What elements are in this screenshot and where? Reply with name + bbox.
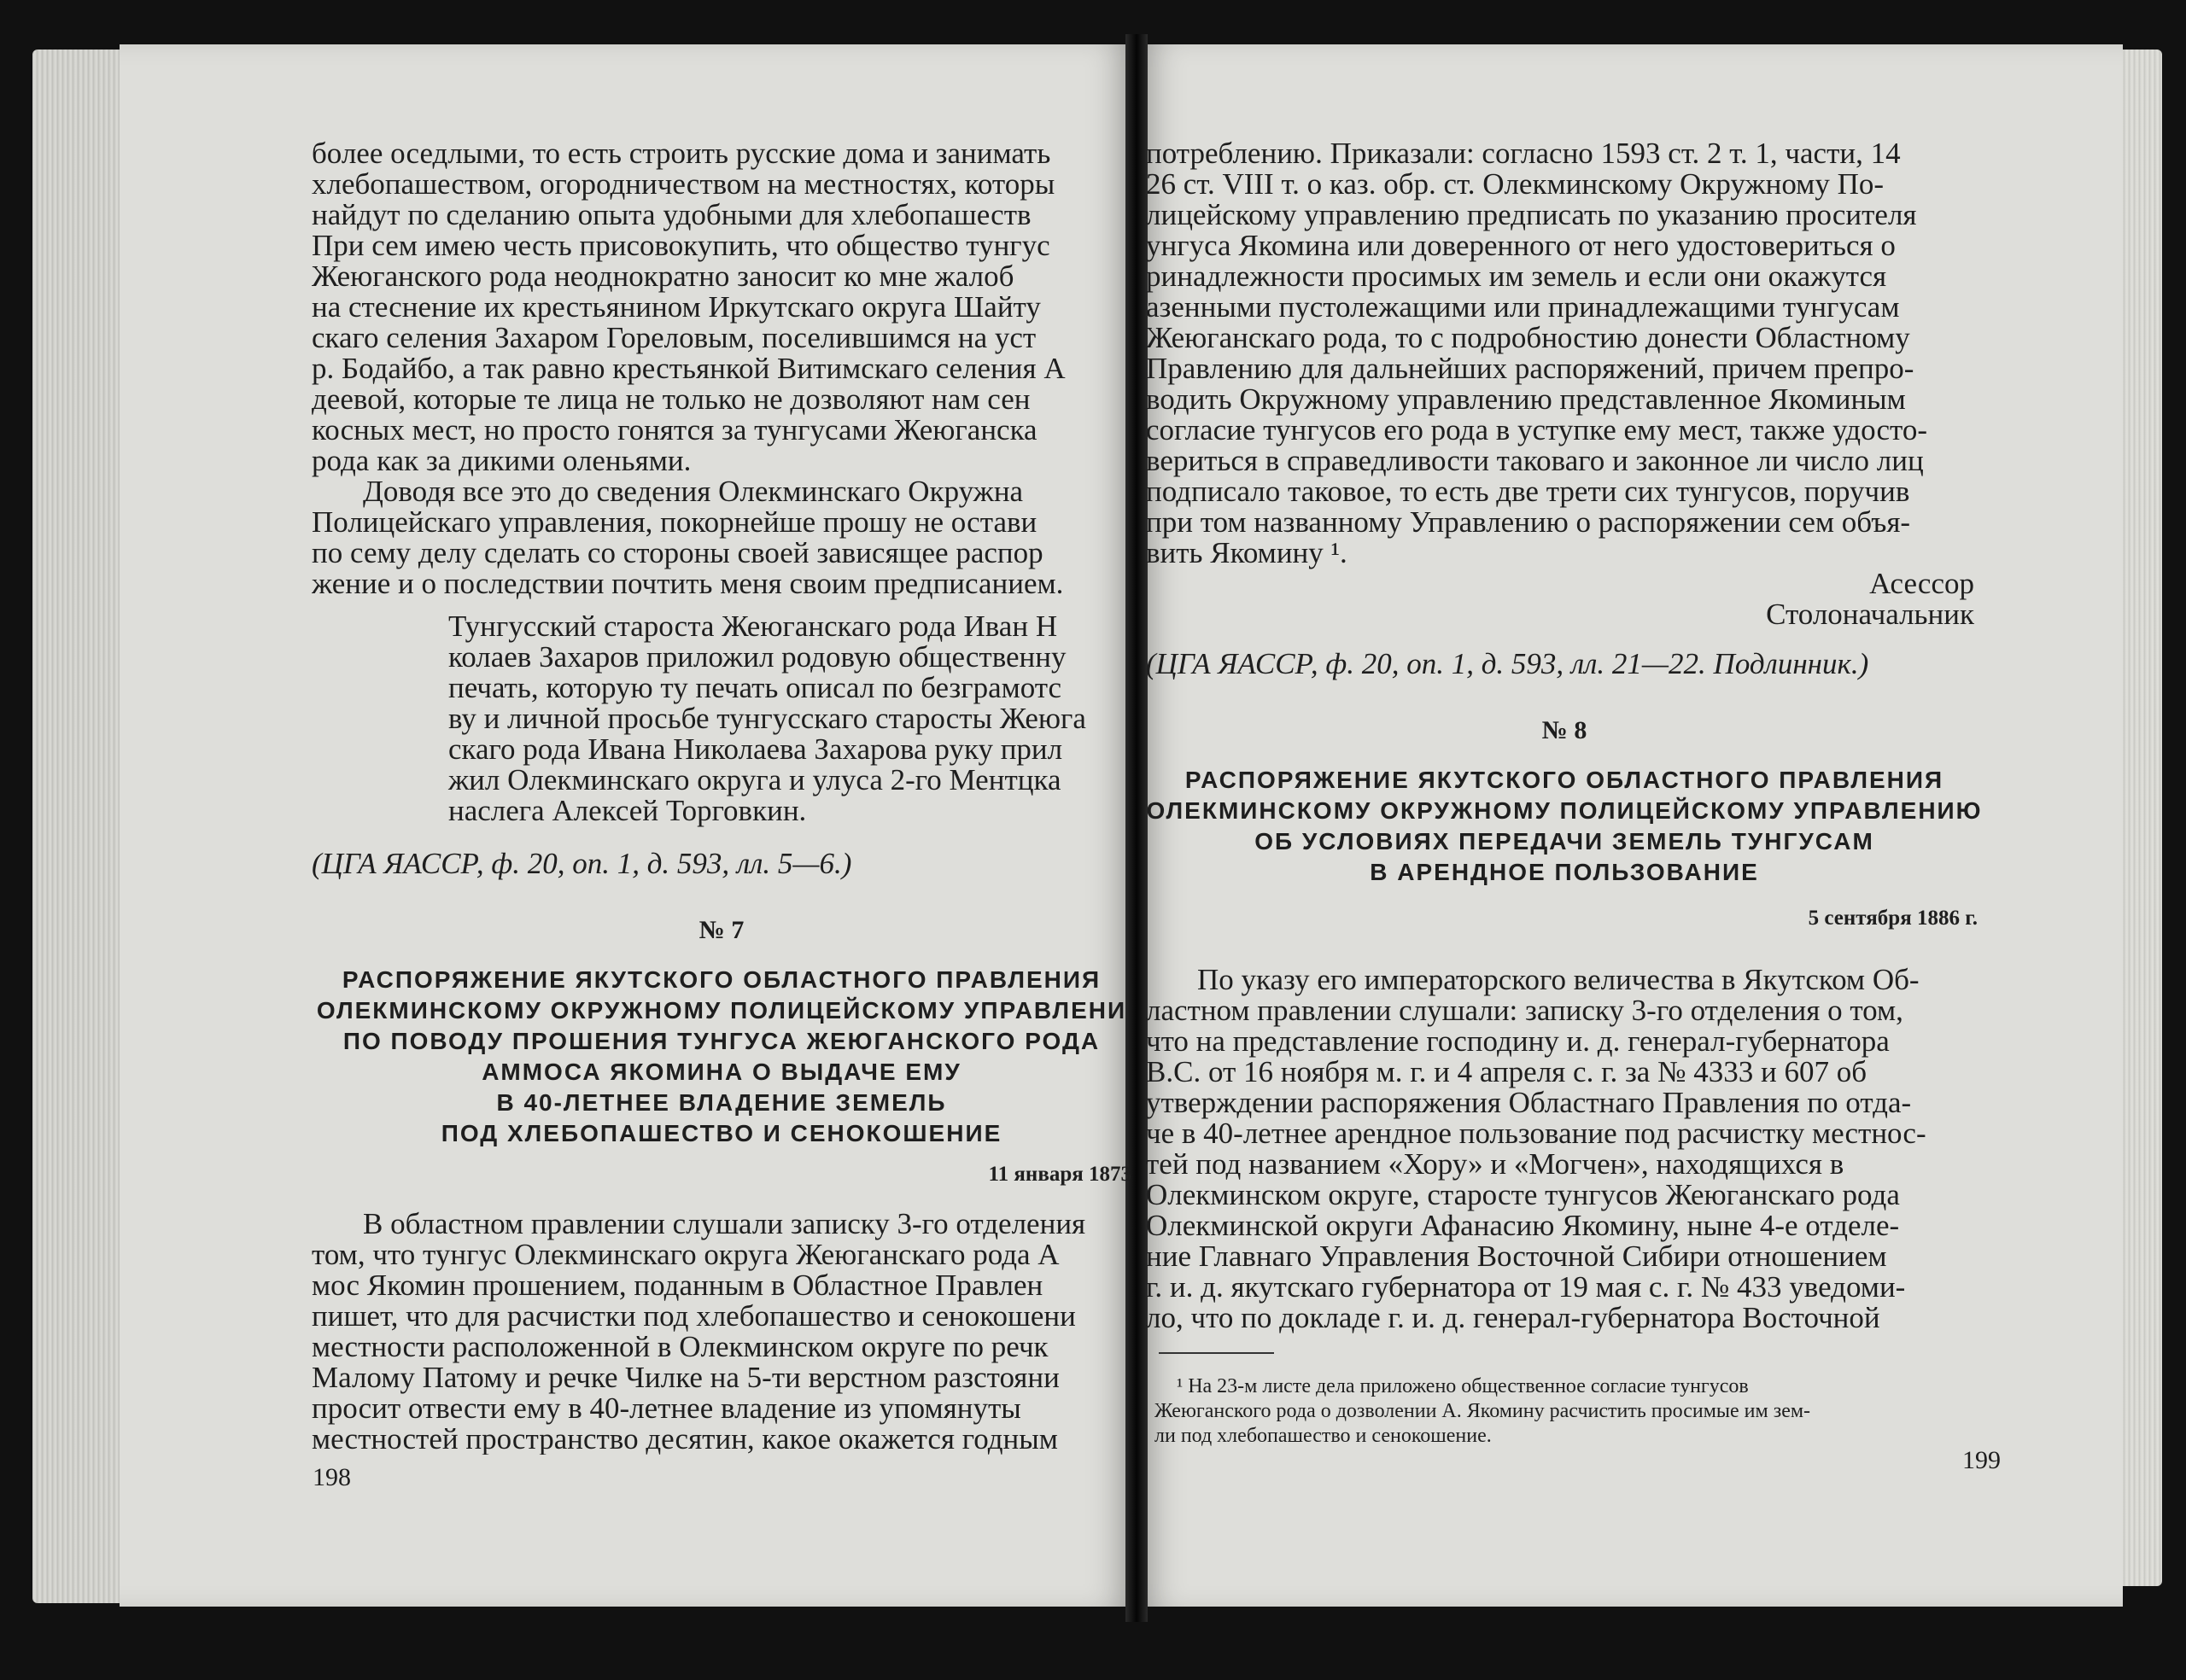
page-number-left: 198 <box>313 1463 351 1491</box>
text-line: согласие тунгусов его рода в уступке ему мест, также удосто- <box>1146 413 1927 446</box>
text-line: при том названному Управлению о распоряжении сем объя- <box>1146 505 1911 539</box>
footnote <box>1154 1374 1991 1449</box>
text-line: рода как за дикими оленьями. <box>312 444 692 477</box>
text-line: местностей пространство десятин, какое окажется годным <box>312 1422 1058 1455</box>
text-line: Олекминской округи Афанасию Якомину, ныне 4-е отделе- <box>1146 1209 1900 1242</box>
text-line: найдут по сделанию опыта удобными для хлебопашеств <box>312 198 1032 231</box>
footnote-line: Жеюганского рода о дозволении А. Якомину расчистить просимые им зем- <box>1154 1400 1811 1422</box>
document-heading: РАСПОРЯЖЕНИЕ ЯКУТСКОГО ОБЛАСТНОГО ПРАВЛЕНИЯ <box>1184 767 1944 793</box>
page-edges-left <box>32 50 126 1603</box>
signature-title: Асессор <box>1869 567 1974 600</box>
text-line: че в 40-летнее арендное пользование под расчистку местнос- <box>1146 1117 1926 1150</box>
quote-line: печать, которую ту печать описал по безграмотс <box>448 671 1062 704</box>
text-line: Олекминском округе, старосте тунгусов Жеюганскаго рода <box>1146 1178 1900 1211</box>
text-line: Малому Патому и речке Чилке на 5-ти верстном разстояни <box>312 1361 1060 1394</box>
text-line: том, что тунгус Олекминскаго округа Жеюганскаго рода А <box>312 1238 1060 1271</box>
text-line: более оседлыми, то есть строить русские дома и занимать <box>312 138 1051 170</box>
footnote-line: ли под хлебопашество и сенокошение. <box>1154 1425 1492 1447</box>
left-text-column <box>312 138 1131 1455</box>
text-line: Жеюганского рода неоднократно заносит ко мне жалоб <box>312 260 1014 293</box>
document-date: 5 сентября 1886 г. <box>1808 907 1978 930</box>
document-heading: АММОСА ЯКОМИНА О ВЫДАЧЕ ЕМУ <box>482 1059 961 1085</box>
text-line: При сем имею честь присовокупить, что общество тунгус <box>312 229 1050 262</box>
quote-line: скаго рода Ивана Николаева Захарова руку прил <box>448 732 1063 766</box>
text-line: унгуса Якомина или доверенного от него удостовериться о <box>1146 229 1896 262</box>
text-line: 26 ст. VIII т. о каз. обр. ст. Олекминскому Окружному По- <box>1146 167 1885 201</box>
signature-title: Столоначальник <box>1766 598 1974 631</box>
text-line: р. Бодайбо, а так равно крестьянкой Витимскаго селения А <box>312 352 1066 385</box>
document-heading: ОЛЕКМИНСКОМУ ОКРУЖНОМУ ПОЛИЦЕЙСКОМУ УПРАВЛЕНИ <box>316 997 1127 1024</box>
text-line: ние Главнаго Управления Восточной Сибири отношением <box>1146 1240 1887 1273</box>
document-heading: ПО ПОВОДУ ПРОШЕНИЯ ТУНГУСА ЖЕЮГАНСКОГО РОДА <box>342 1028 1101 1054</box>
text-line: Полицейскаго управления, покорнейше прошу не остави <box>312 505 1037 539</box>
text-line: скаго селения Захаром Гореловым, поселившимся на уст <box>312 321 1037 354</box>
quote-line: колаев Захаров приложил родовую общественну <box>448 640 1067 674</box>
text-line: мос Якомин прошением, поданным в Областное Правлен <box>312 1269 1043 1302</box>
text-line: вить Якомину ¹. <box>1146 536 1347 569</box>
text-line: Доводя все это до сведения Олекминскаго Окружна <box>363 475 1024 508</box>
right-text-column <box>1146 138 1983 1333</box>
text-line: деевой, которые те лица не только не дозволяют нам сен <box>312 382 1031 416</box>
text-line: на стеснение их крестьянином Иркутскаго округа Шайту <box>312 290 1041 324</box>
text-line: жение и о последствии почтить меня своим предписанием. <box>312 567 1064 600</box>
text-line: хлебопашеством, огородничеством на местностях, которы <box>312 167 1055 201</box>
text-line: подписало таковое, то есть две трети сих тунгусов, поручив <box>1146 475 1910 508</box>
text-line: по сему делу сделать со стороны своей зависящее распор <box>312 536 1043 569</box>
text-line: г. и. д. якутскаго губернатора от 19 мая с. г. № 433 уведоми- <box>1146 1270 1906 1304</box>
text-line: В областном правлении слушали записку 3-го отделения <box>363 1207 1086 1240</box>
document-date: 11 января 1873 <box>988 1163 1131 1186</box>
document-heading: ОБ УСЛОВИЯХ ПЕРЕДАЧИ ЗЕМЕЛЬ ТУНГУСАМ <box>1254 828 1874 855</box>
text-line: вериться в справедливости таковаго и законное ли число лиц <box>1146 444 1924 477</box>
citation: (ЦГА ЯАССР, ф. 20, оп. 1, д. 593, лл. 21—22. Подлинник.) <box>1146 647 1869 680</box>
text-line: просит отвести ему в 40-летнее владение из упомянуты <box>312 1391 1021 1425</box>
text-line: тей под названием «Хору» и «Могчен», находящихся в <box>1146 1147 1844 1181</box>
document-heading: РАСПОРЯЖЕНИЕ ЯКУТСКОГО ОБЛАСТНОГО ПРАВЛЕНИЯ <box>342 966 1102 993</box>
document-heading: В 40-ЛЕТНЕЕ ВЛАДЕНИЕ ЗЕМЕЛЬ <box>496 1089 947 1116</box>
text-line: водить Окружному управлению представленное Якоминым <box>1146 382 1906 416</box>
text-line: местности расположенной в Олекминском округе по речк <box>312 1330 1049 1363</box>
document-heading: ОЛЕКМИНСКОМУ ОКРУЖНОМУ ПОЛИЦЕЙСКОМУ УПРАВЛЕНИЮ <box>1146 797 1983 824</box>
text-line: ринадлежности просимых им земель и если они окажутся <box>1146 260 1887 293</box>
text-line: ло, что по докладе г. и. д. генерал-губернатора Восточной <box>1146 1301 1880 1333</box>
footnote-line: ¹ На 23-м листе дела приложено общественное согласие тунгусов <box>1177 1375 1749 1397</box>
quote-line: жил Олекминскаго округа и улуса 2-го Ментцка <box>448 763 1061 796</box>
citation: (ЦГА ЯАССР, ф. 20, оп. 1, д. 593, лл. 5—6.) <box>312 847 852 880</box>
text-line: Правлению для дальнейших распоряжений, причем препро- <box>1146 352 1914 385</box>
quote-line: наслега Алексей Торговкин. <box>448 794 807 827</box>
text-line: что на представление господину и. д. генерал-губернатора <box>1146 1024 1890 1058</box>
document-heading: В АРЕНДНОЕ ПОЛЬЗОВАНИЕ <box>1370 859 1759 885</box>
quote-line: Тунгусский староста Жеюганскаго рода Иван Н <box>448 610 1058 643</box>
footnote-rule <box>1159 1352 1274 1354</box>
text-line: Жеюганскаго рода, то с подробностию донести Областному <box>1146 321 1910 354</box>
text-line: По указу его императорского величества в Якутском Об- <box>1197 963 1920 996</box>
text-line: утверждении распоряжения Областнаго Правления по отда- <box>1146 1086 1912 1119</box>
document-number: № 7 <box>698 916 745 944</box>
text-line: ластном правлении слушали: записку 3-го отделения о том, <box>1146 994 1903 1027</box>
quote-line: ву и личной просьбе тунгусскаго старосты Жеюга <box>448 702 1086 735</box>
text-line: лицейскому управлению предписать по указанию просителя <box>1146 198 1917 231</box>
document-number: № 8 <box>1541 716 1587 744</box>
text-line: азенными пустолежащими или принадлежащими тунгусам <box>1146 290 1900 324</box>
text-line: В.С. от 16 ноября м. г. и 4 апреля с. г. за № 4333 и 607 об <box>1146 1055 1867 1088</box>
document-heading: ПОД ХЛЕБОПАШЕСТВО И СЕНОКОШЕНИЕ <box>441 1120 1002 1146</box>
text-line: пишет, что для расчистки под хлебопашество и сенокошени <box>312 1299 1076 1333</box>
text-line: косных мест, но просто гонятся за тунгусами Жеюганска <box>312 413 1037 446</box>
text-line: потреблению. Приказали: согласно 1593 ст. 2 т. 1, части, 14 <box>1146 138 1901 170</box>
page-number-right: 199 <box>1962 1446 2001 1474</box>
